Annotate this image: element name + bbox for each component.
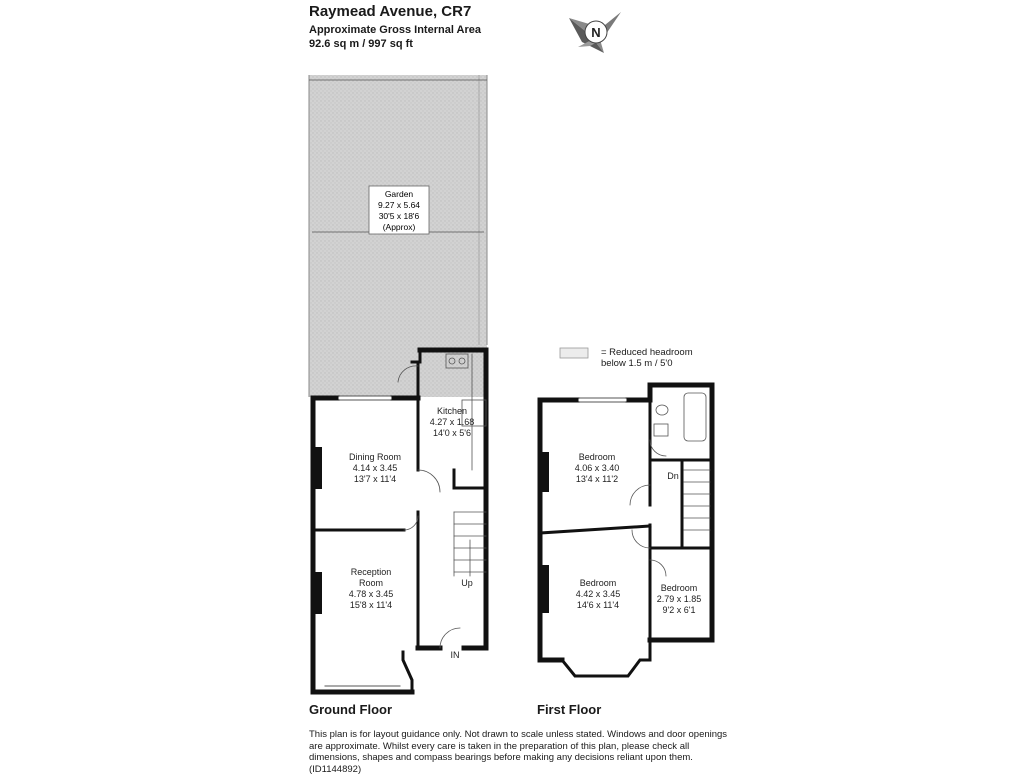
disclaimer-text: This plan is for layout guidance only. Not drawn to scale unless stated. Windows and door openings are approximate. Whilst every care is taken in the preparation of this plan, please check all dimensions, shapes and compass bearings before making any decisions reliant upon them. (ID1144892) [309, 729, 728, 775]
bedroom-1-imperial: 13'4 x 11'2 [575, 474, 619, 484]
entrance-label: IN [450, 650, 460, 660]
compass-letter: N [591, 25, 601, 40]
legend-swatch [560, 348, 588, 358]
ground-floor-room-labels [349, 406, 475, 660]
stairs-down-label: Dn [667, 471, 679, 481]
bedroom-1-name: Bedroom [578, 452, 616, 462]
compass-north-icon [569, 12, 621, 53]
legend-line-2: below 1.5 m / 5'0 [601, 358, 673, 369]
bedroom-2-name: Bedroom [579, 578, 617, 588]
bedroom-3-name: Bedroom [660, 583, 698, 593]
bedroom-1-metric: 4.06 x 3.40 [574, 463, 620, 473]
bedroom-2-imperial: 14'6 x 11'4 [576, 600, 620, 610]
page-title: Raymead Avenue, CR7 [309, 3, 472, 20]
bedroom-3-metric: 2.79 x 1.85 [656, 594, 702, 604]
ground-floor-plan [313, 350, 486, 692]
first-floor-label: First Floor [537, 702, 602, 717]
bedroom-2-metric: 4.42 x 3.45 [575, 589, 621, 599]
garden-name: Garden [384, 189, 414, 199]
kitchen-imperial: 14'0 x 5'6 [433, 428, 471, 438]
first-floor-plan [540, 385, 712, 676]
dining-room-name: Dining Room [348, 452, 402, 462]
area-value: 92.6 sq m / 997 sq ft [309, 38, 413, 50]
reception-room-metric: 4.78 x 3.45 [348, 589, 394, 599]
garden-imperial: 30'5 x 18'6 [378, 211, 420, 221]
garden-metric: 9.27 x 5.64 [377, 200, 421, 210]
kitchen-name: Kitchen [436, 406, 468, 416]
dining-room-imperial: 13'7 x 11'4 [353, 474, 397, 484]
dining-room-metric: 4.14 x 3.45 [352, 463, 398, 473]
bedroom-3-imperial: 9'2 x 6'1 [662, 605, 696, 615]
garden-note: (Approx) [382, 222, 416, 232]
area-label: Approximate Gross Internal Area [309, 24, 481, 36]
legend-line-1: = Reduced headroom [601, 347, 693, 358]
stairs-up-label: Up [461, 578, 473, 588]
ground-floor-label: Ground Floor [309, 702, 393, 717]
kitchen-metric: 4.27 x 1.68 [429, 417, 475, 427]
reception-room-name-2: Room [358, 578, 384, 588]
reception-room-imperial: 15'8 x 11'4 [349, 600, 393, 610]
reception-room-name: Reception [350, 567, 392, 577]
